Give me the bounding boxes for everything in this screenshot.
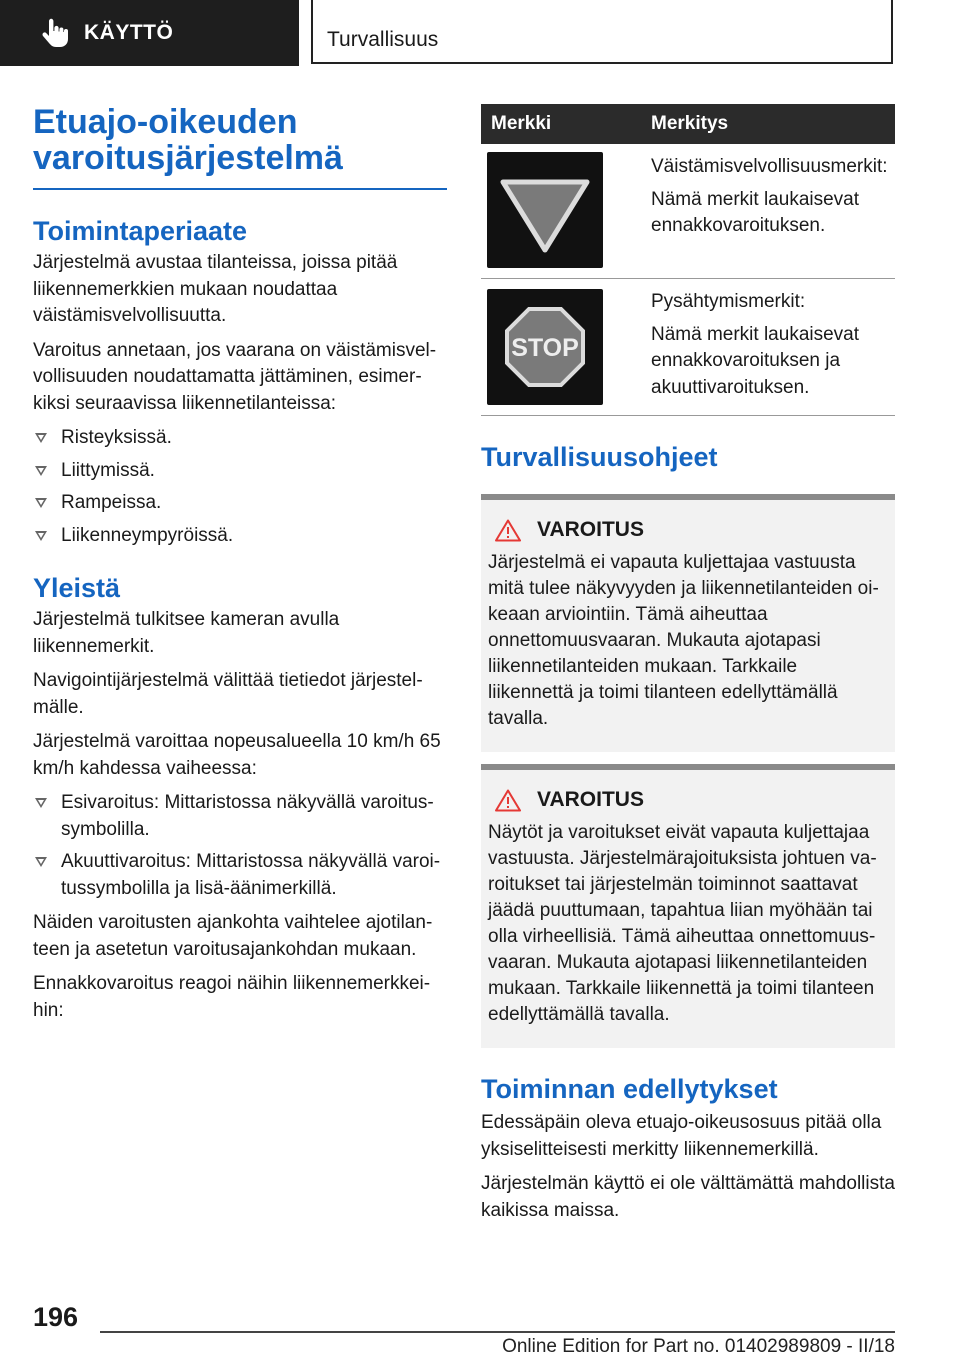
chapter-tab[interactable] (0, 0, 299, 66)
bullet-triangle-icon (35, 798, 47, 808)
paragraph: Näiden varoitusten ajankohta vaihtelee ajotilanteen ja asetetun varoitusajankohdan mukaan. (33, 912, 433, 960)
list-item-text: Akuuttivaroitus: Mittaristossa näkyvällä varoitussymbolilla ja lisä-äänimerkillä. (61, 851, 441, 899)
list-item-text: Rampeissa. (61, 492, 162, 513)
page-number: 196 (33, 1302, 79, 1332)
warning-text: Järjestelmä ei vapauta kuljettajaa vastuusta mitä tulee näkyvyyden ja liikennetilanteiden oikeaan arviointiin. Tämä aiheuttaa onnettomuusvaaran. Mukauta ajotapasi liikennetilanteiden mukaan. Tarkkaile liikennettä ja toimi tilanteen edellyttämällä tavalla. (488, 552, 879, 729)
table-header-meaning: Merkitys (641, 104, 895, 144)
title-divider (33, 188, 447, 190)
bullet-triangle-icon (35, 531, 47, 541)
stop-sign-text: STOP (511, 334, 579, 362)
section-heading-general: Yleistä (33, 573, 121, 603)
yield-sign-image (487, 152, 603, 268)
stop-sign-image (487, 289, 603, 405)
sign-table (481, 104, 895, 416)
right-column (481, 104, 895, 1224)
table-header-row (481, 104, 895, 144)
table-row (481, 279, 895, 416)
page-title-line1: Etuajo-oikeuden (33, 103, 298, 141)
warning-triangle-icon (495, 789, 521, 812)
list-item-text: Esivaroitus: Mittaristossa näkyvällä varoitussymbolilla. (61, 792, 434, 840)
page-title-line2: varoitusjärjestelmä (33, 139, 343, 177)
footer-divider (100, 1331, 895, 1333)
left-column (33, 104, 447, 1024)
meaning-text: Nämä merkit laukaisevat ennakkovaroituksen. (651, 188, 860, 236)
yield-sign-icon (487, 152, 603, 268)
sign-cell (481, 144, 641, 279)
warning-triangle-icon (495, 519, 521, 542)
paragraph: Edessäpäin oleva etuajo-oikeusosuus pitää olla yksiselitteisesti merkitty liikennemerkillä. (481, 1112, 882, 1160)
list-item (33, 523, 447, 550)
list-item (33, 490, 447, 517)
section-title: Turvallisuus (327, 28, 439, 51)
paragraph: Ennakkovaroitus reagoi näihin liikennemerkkeihin: (33, 973, 431, 1021)
list-item (33, 425, 447, 452)
page-title (33, 104, 447, 176)
warning-title: VAROITUS (537, 788, 644, 811)
meaning-text: Nämä merkit laukaisevat ennakkovaroituksen ja akuuttivaroituksen. (651, 323, 860, 398)
meaning-title: Pysähtymismerkit: (651, 291, 806, 312)
warning-text: Näytöt ja varoitukset eivät vapauta kuljettajaa vastuusta. Järjestelmärajoituksista johtuen varoitukset tai järjestelmän toiminnot saattavat jäädä puuttumaan, tapahtua liian myöhään tai olla virheellisiä. Tämä aiheuttaa onnettomuusvaaran. Mukauta ajotapasi liikennetilanteiden mukaan. Tarkkaile liikennettä ja toimi tilanteen edellyttämällä tavalla. (488, 822, 877, 1025)
paragraph: Varoitus annetaan, jos vaarana on väistämisvelvollisuuden noudattamatta jättäminen, esimerkiksi seuraavissa liikennetilanteissa: (33, 339, 437, 414)
hand-pointer-icon (40, 18, 68, 48)
meaning-cell (641, 279, 895, 416)
bullet-triangle-icon (35, 466, 47, 476)
list-item-text: Risteyksissä. (61, 427, 172, 448)
bullet-triangle-icon (35, 433, 47, 443)
paragraph: Järjestelmän käyttö ei ole välttämättä mahdollista kaikissa maissa. (481, 1173, 895, 1221)
bullet-list (33, 790, 447, 902)
stop-sign-icon (487, 289, 603, 405)
warning-header (495, 788, 885, 812)
warning-box (481, 494, 895, 752)
section-header (311, 0, 893, 64)
table-row (481, 144, 895, 279)
list-item (33, 849, 447, 902)
list-item (33, 458, 447, 485)
sign-cell (481, 279, 641, 416)
bullet-triangle-icon (35, 857, 47, 867)
warning-box (481, 764, 895, 1048)
warning-title: VAROITUS (537, 518, 644, 541)
paragraph: Järjestelmä varoittaa nopeusalueella 10 km/h 65 km/h kahdessa vaiheessa: (33, 731, 441, 779)
table-header-sign: Merkki (481, 104, 641, 144)
chapter-tab-label: KÄYTTÖ (84, 21, 174, 44)
meaning-title: Väistämisvelvollisuusmerkit: (651, 156, 888, 177)
list-item (33, 790, 447, 843)
meaning-cell (641, 144, 895, 279)
section-heading-principle: Toimintaperiaate (33, 216, 248, 246)
footer-edition: Online Edition for Part no. 01402989809 - II/18 (502, 1336, 895, 1357)
section-heading-conditions: Toiminnan edellytykset (481, 1074, 778, 1104)
section-heading-safety: Turvallisuusohjeet (481, 442, 718, 472)
paragraph: Järjestelmä avustaa tilanteissa, joissa pitää liikennemerkkien mukaan noudattaa väistämisvelvollisuutta. (33, 252, 398, 326)
paragraph: Navigointijärjestelmä välittää tietiedot järjestelmälle. (33, 670, 423, 718)
bullet-triangle-icon (35, 498, 47, 508)
list-item-text: Liikenneympyröissä. (61, 524, 234, 546)
paragraph: Järjestelmä tulkitsee kameran avulla liikennemerkit. (33, 609, 340, 657)
list-item-text: Liittymissä. (61, 459, 155, 481)
warning-header (495, 518, 885, 542)
bullet-list (33, 425, 447, 549)
